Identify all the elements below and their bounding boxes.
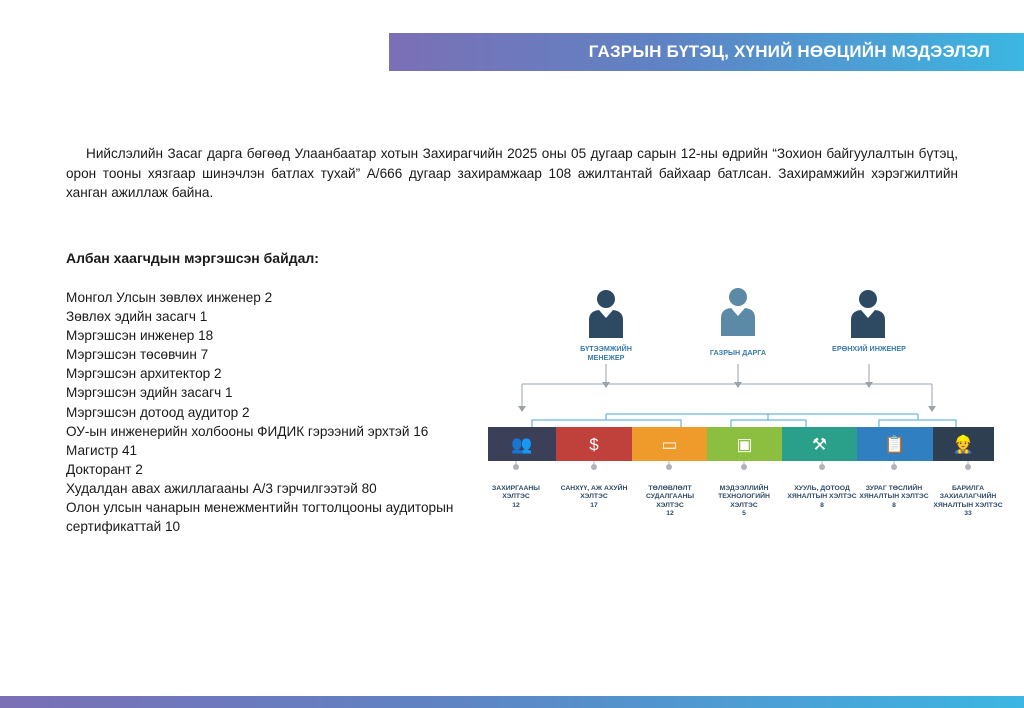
dept-box-legal <box>782 427 857 461</box>
person-icon <box>718 286 758 336</box>
list-item: Докторант 2 <box>66 461 143 477</box>
role-label-chief-engineer: ЕРӨНХИЙ ИНЖЕНЕР <box>832 344 906 353</box>
dept-label-design-control <box>858 485 930 510</box>
dept-label-construction <box>932 485 1004 518</box>
clipboard-icon: 📋 <box>884 434 906 454</box>
dept-count: 12 <box>512 501 520 509</box>
group-bracket <box>879 420 956 427</box>
person-icon <box>586 288 626 338</box>
footer-bar <box>0 696 1024 708</box>
dept-label-finance <box>558 485 630 510</box>
page-title: ГАЗРЫН БҮТЭЦ, ХҮНИЙ НӨӨЦИЙН МЭДЭЭЛЭЛ <box>588 42 990 61</box>
gavel-icon: ⚒ <box>811 434 828 454</box>
dot-marker <box>819 464 825 470</box>
arrow-head <box>865 382 873 388</box>
list-item: Мэргэшсэн дотоод аудитор 2 <box>66 404 250 420</box>
header-bar <box>389 33 1024 71</box>
list-item: Монгол Улсын зөвлөх инженер 2 <box>66 290 273 305</box>
engineer-icon: 👷 <box>952 434 975 454</box>
dot-marker <box>513 464 519 470</box>
dept-count: 5 <box>742 509 746 517</box>
book-icon: ▭ <box>661 434 678 454</box>
list-item: Мэргэшсэн инженер 18 <box>66 328 214 344</box>
arrow-head <box>518 406 526 412</box>
group-bracket <box>532 420 681 427</box>
list-item: Мэргэшсэн архитектор 2 <box>66 366 222 382</box>
dept-count: 17 <box>590 501 598 509</box>
dot-marker <box>741 464 747 470</box>
dept-count: 8 <box>892 501 896 509</box>
dot-marker <box>891 464 897 470</box>
arrow-head <box>602 382 610 388</box>
dot-marker <box>591 464 597 470</box>
dept-box-it <box>707 427 782 461</box>
group-bracket <box>731 420 806 427</box>
list-item: ОУ-ын инженерийн холбооны ФИДИК гэрээний эрхтэй 16 <box>66 423 429 439</box>
dept-box-administration <box>488 427 556 461</box>
qualifications-list <box>66 288 478 536</box>
person-icon <box>848 288 888 338</box>
dept-count: 8 <box>820 501 824 509</box>
list-item: Магистр 41 <box>66 442 138 458</box>
coins-icon: $ <box>589 434 599 454</box>
list-item: Олон улсын чанарын менежментийн тогтолцооны аудиторын сертификаттай 10 <box>66 500 454 535</box>
dept-label-administration <box>480 485 552 510</box>
dept-count: 12 <box>666 509 674 517</box>
list-item: Мэргэшсэн төсөвчин 7 <box>66 347 209 363</box>
floppy-disk-icon: ▣ <box>736 434 753 454</box>
dept-label-planning <box>634 485 706 518</box>
list-item: Зөвлөх эдийн засагч 1 <box>66 309 208 325</box>
dept-box-construction <box>933 427 994 461</box>
dept-name: САНХҮҮ, АЖ АХУЙН ХЭЛТЭС <box>560 485 628 501</box>
dept-box-planning <box>632 427 707 461</box>
dot-marker <box>666 464 672 470</box>
arrow-head <box>928 406 936 412</box>
dept-count: 33 <box>964 509 972 517</box>
dept-box-design-control <box>857 427 933 461</box>
dept-name: МЭДЭЭЛЛИЙН ТЕХНОЛОГИЙН ХЭЛТЭС <box>718 485 770 509</box>
dept-name: ЗАХИРГААНЫ ХЭЛТЭС <box>492 485 540 501</box>
intro-paragraph: Нийслэлийн Засаг дарга бөгөөд Улаанбаатар хотын Захирагчийн 2025 оны 05 дугаар сарын 12-ны өдрийн “Зохион байгуулалтын бүтэц, орон тооны хязгаар шинэчлэн батлах тухай” А/666 дугаар захирамжаар 108 ажилтантай байхаар батлсан. Захирамжийн хэрэгжилтийн ханган ажиллаж байна. <box>66 146 958 200</box>
dept-name: ТӨЛӨВЛӨЛТ СУДАЛГААНЫ ХЭЛТЭС <box>645 485 695 509</box>
dot-marker <box>965 464 971 470</box>
role-label-productivity-manager: БҮТЭЭМЖИЙН МЕНЕЖЕР <box>580 344 632 362</box>
people-meeting-icon: 👥 <box>511 434 533 454</box>
arrow-head <box>734 382 742 388</box>
dept-label-legal <box>786 485 858 510</box>
role-label-director: ГАЗРЫН ДАРГА <box>709 348 767 357</box>
dept-name: ЗУРАГ ТӨСЛИЙН ХЯНАЛТЫН ХЭЛТЭС <box>859 485 929 501</box>
dept-box-finance <box>556 427 632 461</box>
org-chart <box>486 286 1003 536</box>
list-item: Мэргэшсэн эдийн засагч 1 <box>66 385 233 401</box>
dept-name: БАРИЛГА ЗАХИАЛАГЧИЙН ХЯНАЛТЫН ХЭЛТЭС <box>933 485 1003 509</box>
dept-label-it <box>708 485 780 518</box>
dept-name: ХУУЛЬ, ДОТООД ХЯНАЛТЫН ХЭЛТЭС <box>787 485 857 501</box>
qualifications-heading: Албан хаагчдын мэргэшсэн байдал: <box>66 250 319 266</box>
list-item: Худалдан авах ажиллагааны А/3 гэрчилгээтэй 80 <box>66 480 377 496</box>
